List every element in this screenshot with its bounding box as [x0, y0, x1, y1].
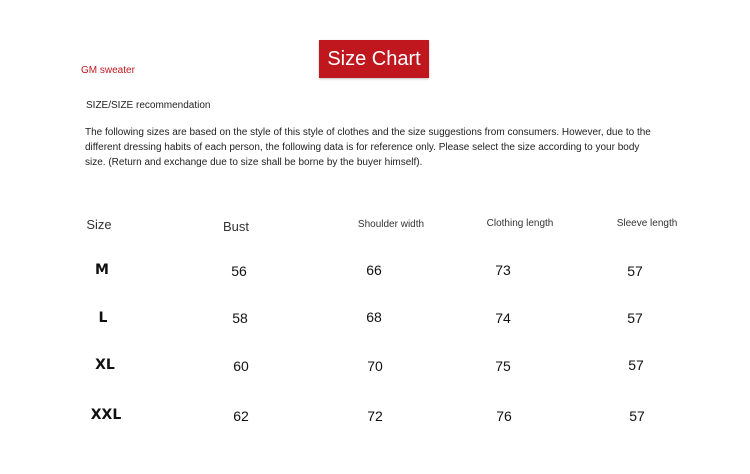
header-clothing-length: Clothing length: [486, 218, 554, 229]
size-chart-title: Size Chart: [319, 40, 429, 78]
bust-cell: 58: [232, 310, 248, 326]
length-cell: 75: [495, 358, 511, 374]
brand-label: GM sweater: [81, 65, 135, 76]
bust-cell: 56: [231, 263, 247, 279]
size-cell: M: [95, 262, 109, 278]
sleeve-cell: 57: [629, 408, 645, 424]
header-bust: Bust: [222, 219, 250, 234]
bust-cell: 60: [233, 358, 249, 374]
size-cell: XL: [95, 357, 115, 373]
sleeve-cell: 57: [627, 263, 643, 279]
header-shoulder-width: Shoulder width: [357, 219, 425, 230]
header-size: Size: [86, 217, 112, 232]
length-cell: 73: [495, 262, 511, 278]
header-sleeve-length: Sleeve length: [616, 218, 678, 229]
shoulder-cell: 68: [366, 309, 382, 325]
sleeve-cell: 57: [628, 357, 644, 373]
length-cell: 76: [496, 408, 512, 424]
shoulder-cell: 70: [367, 358, 383, 374]
shoulder-cell: 66: [366, 262, 382, 278]
size-cell: L: [98, 310, 108, 326]
shoulder-cell: 72: [367, 408, 383, 424]
recommendation-label: SIZE/SIZE recommendation: [86, 100, 211, 111]
sleeve-cell: 57: [627, 310, 643, 326]
size-cell: XXL: [90, 407, 122, 423]
bust-cell: 62: [233, 408, 249, 424]
length-cell: 74: [495, 310, 511, 326]
size-note-paragraph: The following sizes are based on the style of this style of clothes and the size suggestions from consumers. However, due to the different dressing habits of each person, the following data is for reference only. Please select the size according to your body size. (Return and exchange due to size shall be borne by the buyer himself).: [85, 127, 651, 168]
